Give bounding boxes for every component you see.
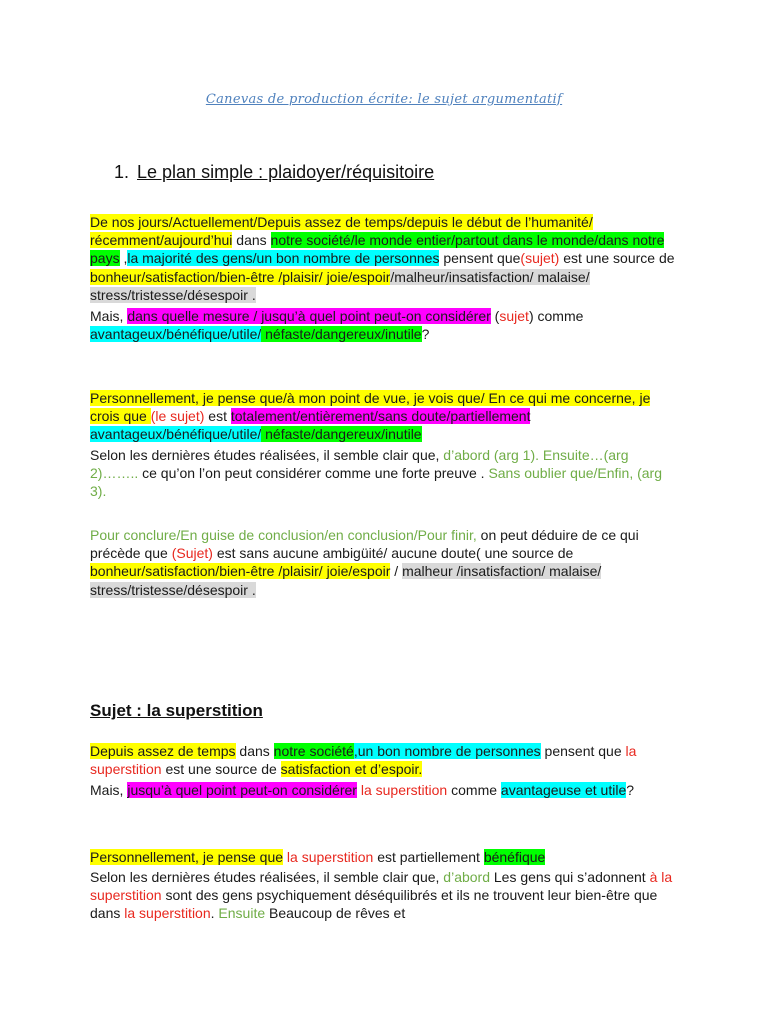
text-run: ? [421,326,430,343]
text-run: Les gens qui s’adonnent [490,869,650,885]
text-run: bonheur/satisfaction/bien-être /plaisir/ joie/espoir [90,563,391,580]
text-run: avantageux/bénéfique/utile/ [90,426,262,443]
text-run: avantageux/bénéfique/utile/ [90,326,262,343]
text-run: Mais, [90,782,128,798]
paragraph-introduction [90,213,680,304]
text-run: ? [626,782,635,798]
text-run: comme [447,782,501,798]
paragraph-example-problematic [90,781,680,799]
text-run: totalement/entièrement/sans doute/partiellement [230,408,531,425]
text-run: (sujet) [520,250,560,267]
text-run: avantageuse et utile [500,782,627,798]
section-1-heading [114,162,434,183]
text-run: ( [490,308,500,324]
text-run: /malheur/insatisfaction/ malaise/ stress/tristesse/désespoir . [90,268,590,303]
text-run: néfaste/dangereux/inutile [261,426,422,443]
text-run: Personnellement, je pense que [90,849,284,865]
text-run: Personnellement, je pense que/à mon point de vue, je vois que/ En ce qui me concerne, je crois que [90,390,651,425]
text-run: ) comme [528,308,584,324]
text-run: Selon les dernières études réalisées, il semble clair que, [90,447,444,463]
text-run: bonheur/satisfaction/bien-être /plaisir/ joie/espoir [90,268,391,285]
text-run: la superstition [90,743,637,778]
paragraph-opinion [90,389,680,444]
text-run: d’abord (arg 1). Ensuite…(arg 2)…….. [90,447,629,482]
text-run: satisfaction et d’espoir. [280,761,423,778]
paragraph-conclusion [90,526,680,599]
text-run: Ensuite [218,905,266,922]
document-title: Canevas de production écrite: le sujet argumentatif [205,92,563,107]
section-1-number: 1. [114,162,130,182]
text-run: on peut déduire de ce qui précède que [90,527,639,562]
text-run: Pour conclure/En guise de conclusion/en conclusion/Pour finir, [90,527,477,543]
paragraph-problematic [90,307,680,343]
text-run: . [210,905,219,922]
paragraph-arguments [90,446,680,501]
text-run: ce qu’on l’on peut considérer comme une forte preuve . [138,465,489,482]
text-run: sont des gens psychiquement déséquilibrés et ils ne trouvent leur bien-être que dans [90,887,658,922]
text-run: est une source de [161,761,281,778]
text-run: dans quelle mesure / jusqu’à quel point peut-on considérer [127,308,491,324]
text-run: pensent que [540,743,626,759]
text-run: Mais, [90,308,128,324]
text-run: la superstition [124,905,211,922]
text-run: De nos jours [90,214,169,230]
text-run: bénéfique [483,849,546,865]
text-run: la majorité des gens/un bon nombre de personnes [127,250,440,267]
text-run: / [390,563,403,580]
text-run: Selon les dernières études réalisées, il semble clair que, [90,869,444,885]
paragraph-example-introduction [90,742,680,778]
text-run: est [204,408,231,425]
section-2-heading: Sujet : la superstition [90,701,263,720]
text-run: (le sujet) [150,408,205,425]
text-run: /Actuellement/Depuis assez de temps/depuis le début de l’humanité/ récemment/aujourd’hui [90,214,593,249]
section-1-heading-text: Le plan simple : plaidoyer/réquisitoire [137,162,435,182]
text-run: , [119,250,128,267]
text-run: dans [232,232,271,249]
paragraph-example-arguments [90,868,680,923]
text-run: dans [235,743,274,759]
text-run: jusqu’à quel point peut-on considérer [127,782,357,798]
text-run: la superstition [360,782,448,798]
text-run: la superstition [286,849,374,865]
text-run: Depuis assez de temps [90,743,236,759]
text-run: notre société/le monde entier/partout dans le monde/dans notre pays [90,232,665,267]
text-run: d’abord [443,869,490,885]
paragraph-example-opinion [90,848,680,866]
text-run: malheur /insatisfaction/ malaise/ stress/tristesse/désespoir . [90,563,602,598]
text-run: (Sujet) [171,545,213,562]
text-run: ,un bon nombre de personnes [353,743,541,759]
text-run: est une source de [559,250,675,267]
text-run: à la superstition [90,869,673,904]
text-run: est partiellement [373,849,484,865]
text-run: notre société [273,743,354,759]
text-run: Beaucoup de rêves et [265,905,406,922]
text-run: Sans oublier que/Enfin, (arg 3). [90,465,662,500]
text-run: néfaste/dangereux/inutile [261,326,422,343]
text-run: pensent que [439,250,521,267]
text-run: sujet [499,308,529,324]
text-run: est sans aucune ambigüité/ aucune doute( une source de [212,545,574,562]
